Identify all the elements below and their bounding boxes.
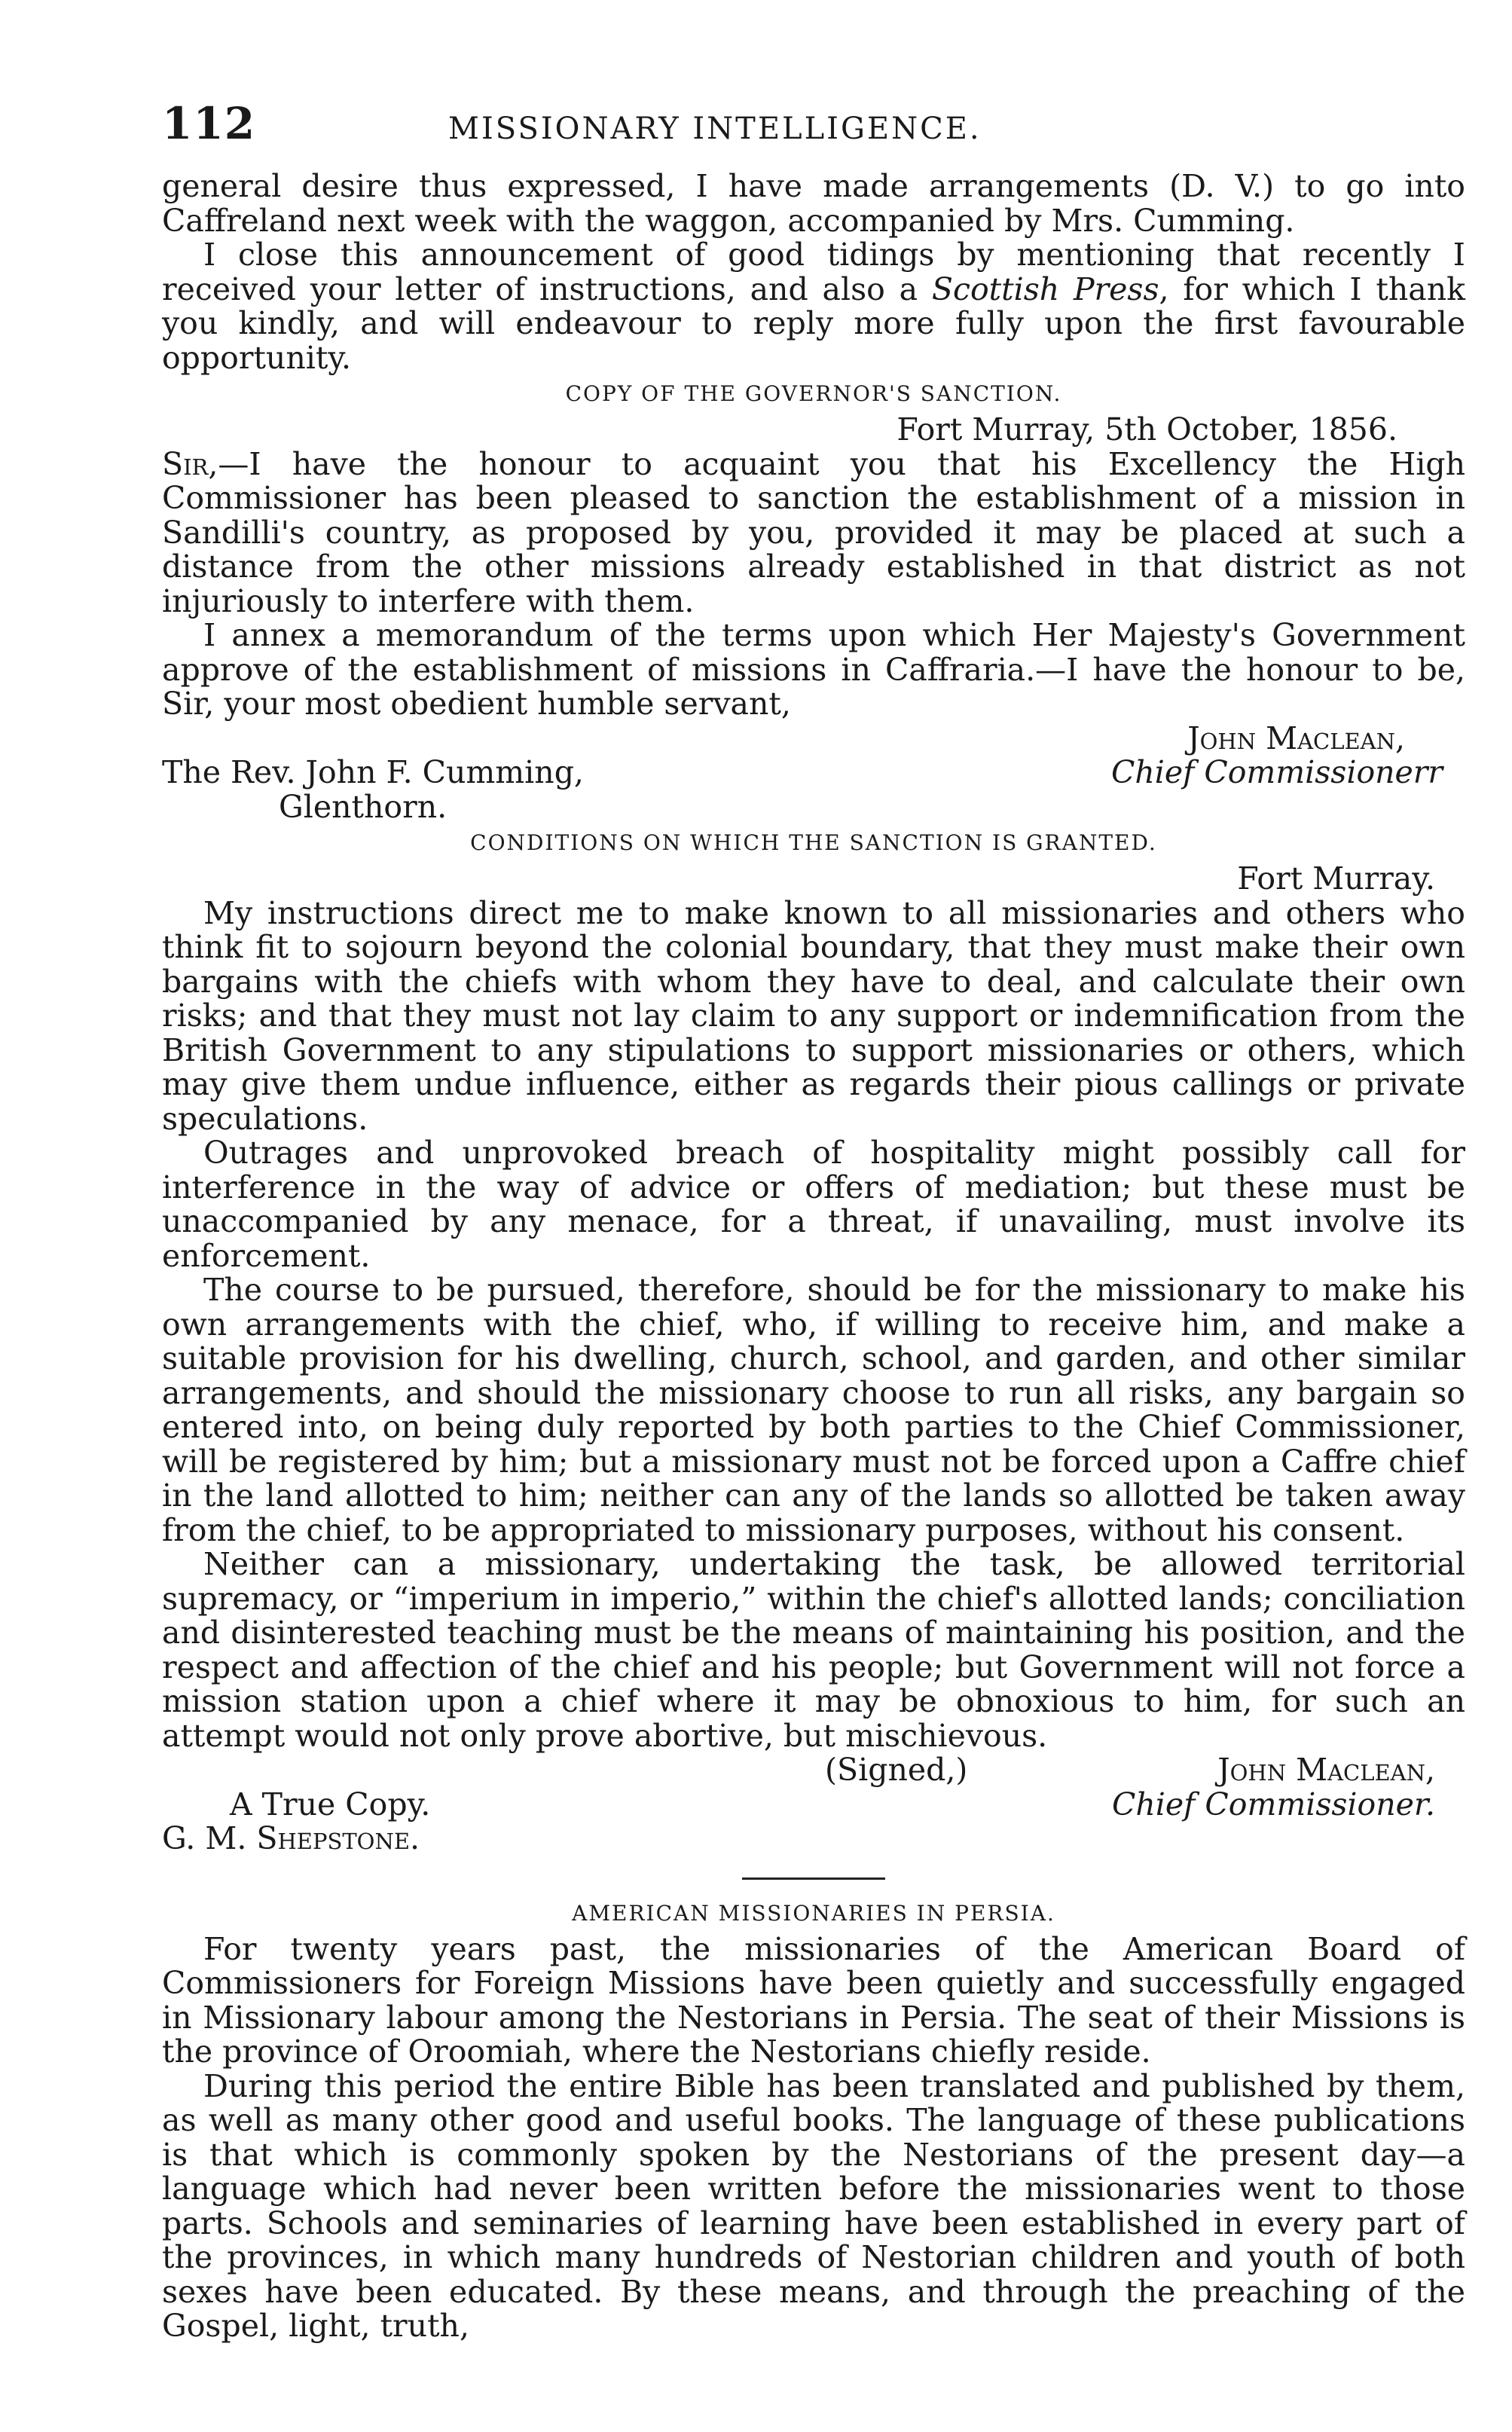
conditions-paragraph-3: The course to be pursued, therefore, should be for the missionary to make his own arrangements with the chief, who, if willing to receive him, and make a suitable provision for his dwelling, church, school, and garden, and other similar arrangements, and should the missionary choose to run all risks, any bargain so entered into, on being duly reported by both parties to the Chief Commissioner, will be registered by him; but a missionary must not be forced upon a Caffre chief in the land allotted to him; neither can any of the lands so allotted be taken away from the chief, to be appropriated to missionary purposes, without his consent.	[162, 1272, 1465, 1548]
page	[162, 98, 1465, 2344]
conditions-signature-row	[162, 1753, 1465, 1788]
persia-heading: AMERICAN MISSIONARIES IN PERSIA.	[572, 1900, 1055, 1926]
sanction-signer-title: Chief Commissionerr	[1110, 754, 1443, 790]
sanction-place-row	[162, 790, 1465, 825]
section-divider	[742, 1877, 885, 1880]
conditions-dateline: Fort Murray.	[1237, 860, 1435, 897]
paragraph-continued: general desire thus expressed, I have made arrangements (D. V.) to go into Caffreland next week with the waggon, accompanied by Mrs. Cumming.	[162, 168, 1465, 239]
sanction-addressee: The Rev. John F. Cumming,	[162, 754, 584, 790]
conditions-true-copy: A True Copy.	[230, 1786, 431, 1822]
running-head	[162, 98, 1465, 170]
sanction-heading: COPY OF THE GOVERNOR'S SANCTION.	[565, 381, 1062, 406]
conditions-signer: John Maclean,	[1217, 1752, 1435, 1788]
running-title: MISSIONARY INTELLIGENCE.	[448, 112, 982, 146]
conditions-paragraph-2: Outrages and unprovoked breach of hospitality might possibly call for interference in the way of advice or offers of mediation; but these must be unaccompanied by any menace, for a threat, if unavailing, must involve its enforcement.	[162, 1135, 1465, 1274]
conditions-signer-title: Chief Commissioner.	[1112, 1786, 1435, 1822]
persia-paragraph-1: For twenty years past, the missionaries of the American Board of Commissioners for Foreign Missions have been quietly and successfully engaged in Missionary labour among the Nestorians in Persia. The seat of their Missions is the province of Oroomiah, where the Nestorians chiefly reside.	[162, 1930, 1465, 2070]
conditions-copyist-row	[162, 1822, 1465, 1856]
conditions-copyist: G. M. Shepstone.	[162, 1820, 420, 1856]
sanction-dateline: Fort Murray, 5th October, 1856.	[897, 411, 1397, 448]
paragraph-closing: I close this announcement of good tidings by mentioning that recently I received your letter of instructions, and also a Scottish Press, for which I thank you kindly, and will endeavour to reply more fully upon the first favourable opportunity.	[162, 237, 1465, 376]
page-number: 112	[162, 98, 256, 149]
persia-paragraph-2: During this period the entire Bible has been translated and published by them, as well as many other good and useful books. The language of these publications is that which is commonly spoken by the Nestorians of the present day—a language which had never been written before the missionaries went to those parts. Schools and seminaries of learning have been established in every part of the provinces, in which many hundreds of Nestorian children and youth of both sexes have been educated. By these means, and through the preaching of the Gospel, light, truth,	[162, 2067, 1465, 2344]
sanction-paragraph-2: I annex a memorandum of the terms upon which Her Majesty's Government approve of the establishment of missions in Caffraria.—I have the honour to be, Sir, your most obedient humble servant,	[162, 617, 1465, 722]
sanction-signer: John Maclean,	[1187, 720, 1405, 756]
sanction-addressee-row	[162, 756, 1465, 790]
sanction-signature-row	[162, 722, 1465, 756]
conditions-heading: CONDITIONS ON WHICH THE SANCTION IS GRANTED.	[470, 830, 1157, 855]
conditions-paragraph-4: Neither can a missionary, undertaking the task, be allowed territorial supremacy, or “imperium in imperio,” within the chief's allotted lands; conciliation and disinterested teaching must be the means of maintaining his position, and the respect and affection of the chief and his people; but Government will not force a mission station upon a chief where it may be obnoxious to him, for such an attempt would not only prove abortive, but mischievous.	[162, 1546, 1465, 1754]
conditions-true-copy-row	[162, 1788, 1465, 1822]
conditions-signed: (Signed,)	[825, 1752, 968, 1788]
sanction-paragraph-1: Sir,—I have the honour to acquaint you that his Excellency the High Commissioner has been pleased to sanction the establishment of a mission in Sandilli's country, as proposed by you, provided it may be placed at such a distance from the other missions already established in that district as not injuriously to interfere with them.	[162, 445, 1465, 619]
conditions-paragraph-1: My instructions direct me to make known to all missionaries and others who think fit to sojourn beyond the colonial boundary, that they must make their own bargains with the chiefs with whom they have to deal, and calculate their own risks; and that they must not lay claim to any support or indemnification from the British Government to any stipulations to support missionaries or others, which may give them undue influence, either as regards their pious callings or private speculations.	[162, 894, 1465, 1137]
sanction-place: Glenthorn.	[279, 788, 447, 825]
